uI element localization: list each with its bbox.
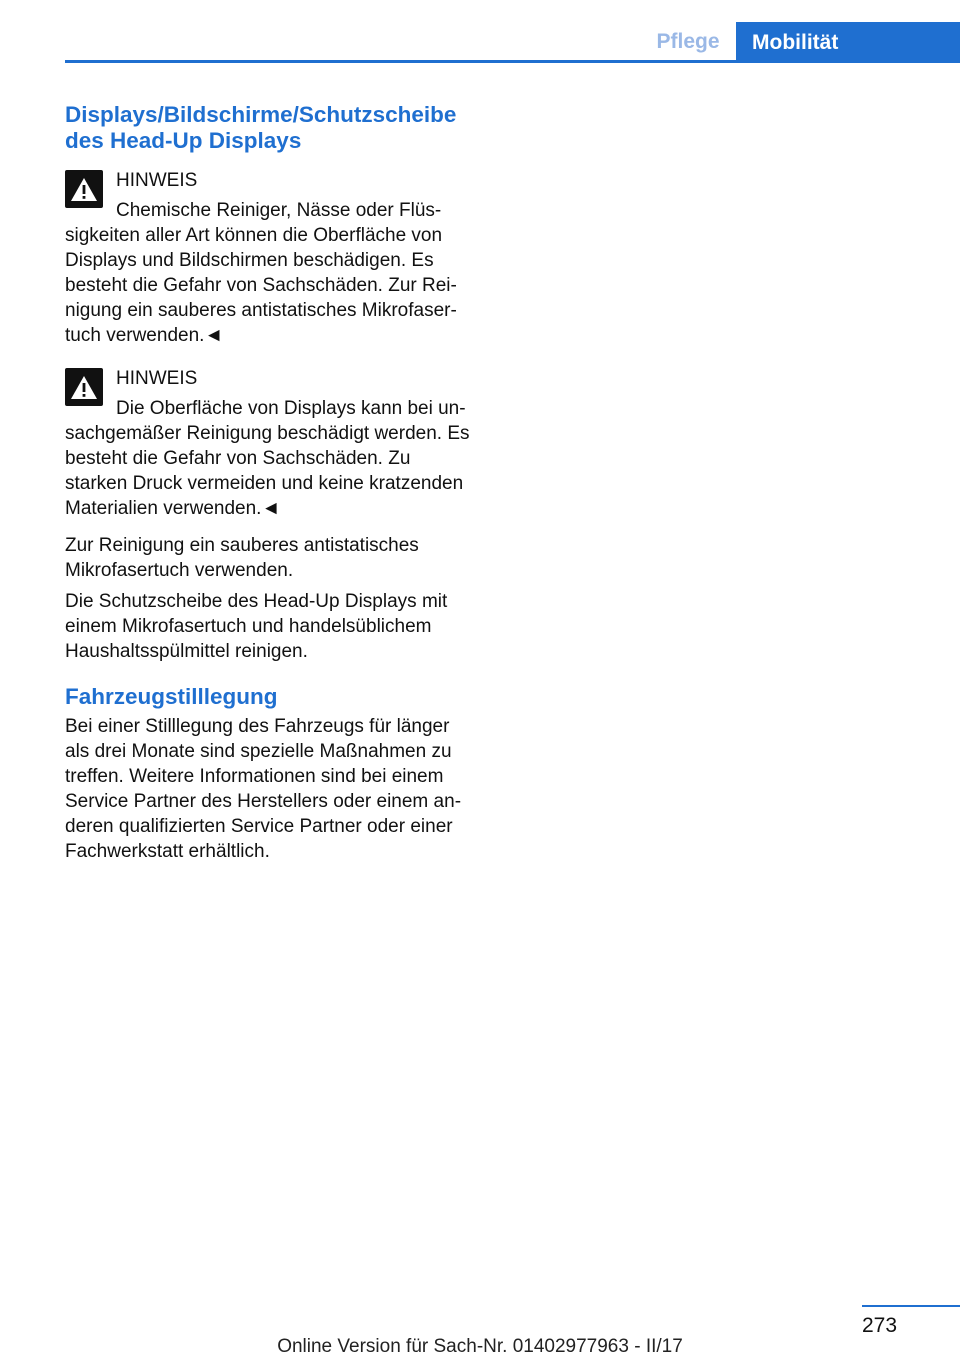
section-title-displays [65, 102, 477, 154]
paragraph-cleaning-cloth: Zur Reinigung ein sauberes antistatisches Mikrofasertuch verwenden. [65, 535, 419, 581]
notice-text: Die Oberfläche von Displays kann bei unsachgemäßer Reinigung beschädigt werden. Es besteht die Gefahr von Sachschäden. Zu starken Druck vermeiden und keine kratzenden Materialien verwenden.◄ [65, 398, 470, 519]
footer-rule [862, 1305, 960, 1307]
notice-improper-cleaning [65, 366, 477, 521]
warning-triangle-icon [65, 368, 103, 406]
section-title-fahrzeugstilllegung: Fahrzeugstilllegung [65, 684, 278, 709]
section-title-line2: des Head-Up Displays [65, 128, 302, 153]
header-rule [65, 60, 960, 63]
paragraph-stilllegung: Bei einer Stilllegung des Fahrzeugs für länger als drei Monate sind spezielle Maßnahmen zu treffen. Weitere Informationen sind bei einem Service Partner des Herstellers oder einem anderen qualifizierten Service Partner oder einer Fachwerkstatt erhältlich. [65, 716, 462, 862]
notice-label: HINWEIS [116, 170, 198, 191]
notice-chemical-cleaners [65, 168, 477, 348]
online-version-note: Online Version für Sach-Nr. 01402977963 - II/17 [277, 1336, 683, 1357]
page-number: 273 [862, 1314, 898, 1337]
notice-text: Chemische Reiniger, Nässe oder Flüssigkeiten aller Art können die Oberfläche von Displays und Bildschirmen beschädigen. Es besteht die Gefahr von Sachschäden. Zur Reinigung ein sauberes antistatisches Mikrofasertuch verwenden.◄ [65, 200, 457, 346]
paragraph-hud-screen: Die Schutzscheibe des Head-Up Displays mit einem Mikrofasertuch und handelsüblichem Haushaltsspülmittel reinigen. [65, 591, 448, 662]
tab-pflege[interactable]: Pflege [656, 30, 720, 53]
notice-label: HINWEIS [116, 368, 198, 389]
tab-mobilitaet[interactable]: Mobilität [736, 22, 960, 63]
page-content [65, 102, 477, 864]
warning-triangle-icon [65, 170, 103, 208]
section-title-line1: Displays/Bildschirme/Schutzscheibe [65, 102, 457, 127]
